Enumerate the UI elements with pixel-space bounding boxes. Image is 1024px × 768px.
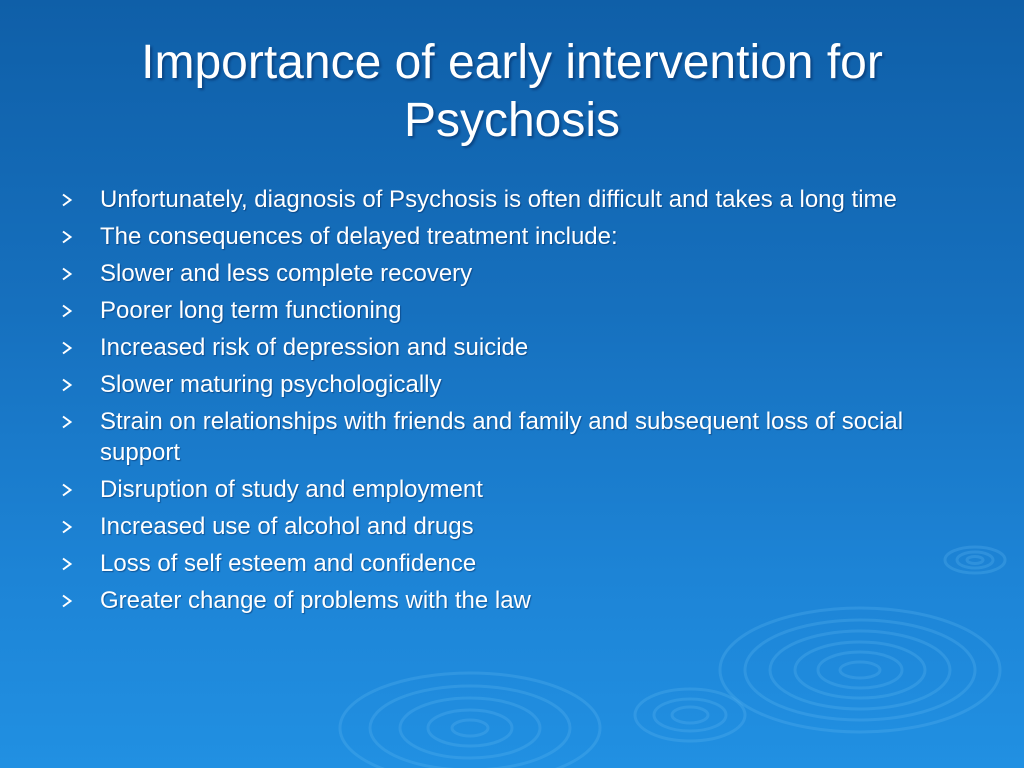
bullet-text: Loss of self esteem and confidence — [100, 550, 477, 577]
chevron-arrow-icon — [60, 585, 100, 616]
chevron-arrow-icon — [60, 474, 100, 505]
bullet-item — [60, 295, 960, 326]
bullet-text: Disruption of study and employment — [100, 476, 483, 503]
bullet-text: Poorer long term functioning — [100, 297, 402, 324]
bullet-item — [60, 221, 960, 252]
chevron-arrow-icon — [60, 369, 100, 400]
chevron-arrow-icon — [60, 511, 100, 542]
chevron-arrow-icon — [60, 221, 100, 252]
bullet-item — [60, 585, 960, 616]
bullet-item — [60, 369, 960, 400]
bullet-text: Increased risk of depression and suicide — [100, 334, 529, 361]
chevron-arrow-icon — [60, 184, 100, 215]
bullet-text: Increased use of alcohol and drugs — [100, 513, 474, 540]
slide-title: Importance of early intervention for Psychosis — [141, 36, 883, 147]
bullet-text: Slower and less complete recovery — [100, 260, 473, 287]
bullet-text: Greater change of problems with the law — [100, 587, 531, 614]
chevron-arrow-icon — [60, 258, 100, 289]
bullet-text: The consequences of delayed treatment include: — [100, 223, 618, 250]
bullet-item — [60, 406, 960, 468]
bullet-list — [60, 184, 960, 622]
bullet-item — [60, 184, 960, 215]
bullet-item — [60, 474, 960, 505]
chevron-arrow-icon — [60, 295, 100, 326]
bullet-item — [60, 548, 960, 579]
bullet-item — [60, 511, 960, 542]
bullet-item — [60, 332, 960, 363]
chevron-arrow-icon — [60, 332, 100, 363]
chevron-arrow-icon — [60, 548, 100, 579]
bullet-text: Unfortunately, diagnosis of Psychosis is often difficult and takes a long time — [100, 186, 897, 213]
bullet-item — [60, 258, 960, 289]
chevron-arrow-icon — [60, 406, 100, 437]
bullet-text: Strain on relationships with friends and family and subsequent loss of social support — [100, 408, 904, 466]
bullet-text: Slower maturing psychologically — [100, 371, 442, 398]
